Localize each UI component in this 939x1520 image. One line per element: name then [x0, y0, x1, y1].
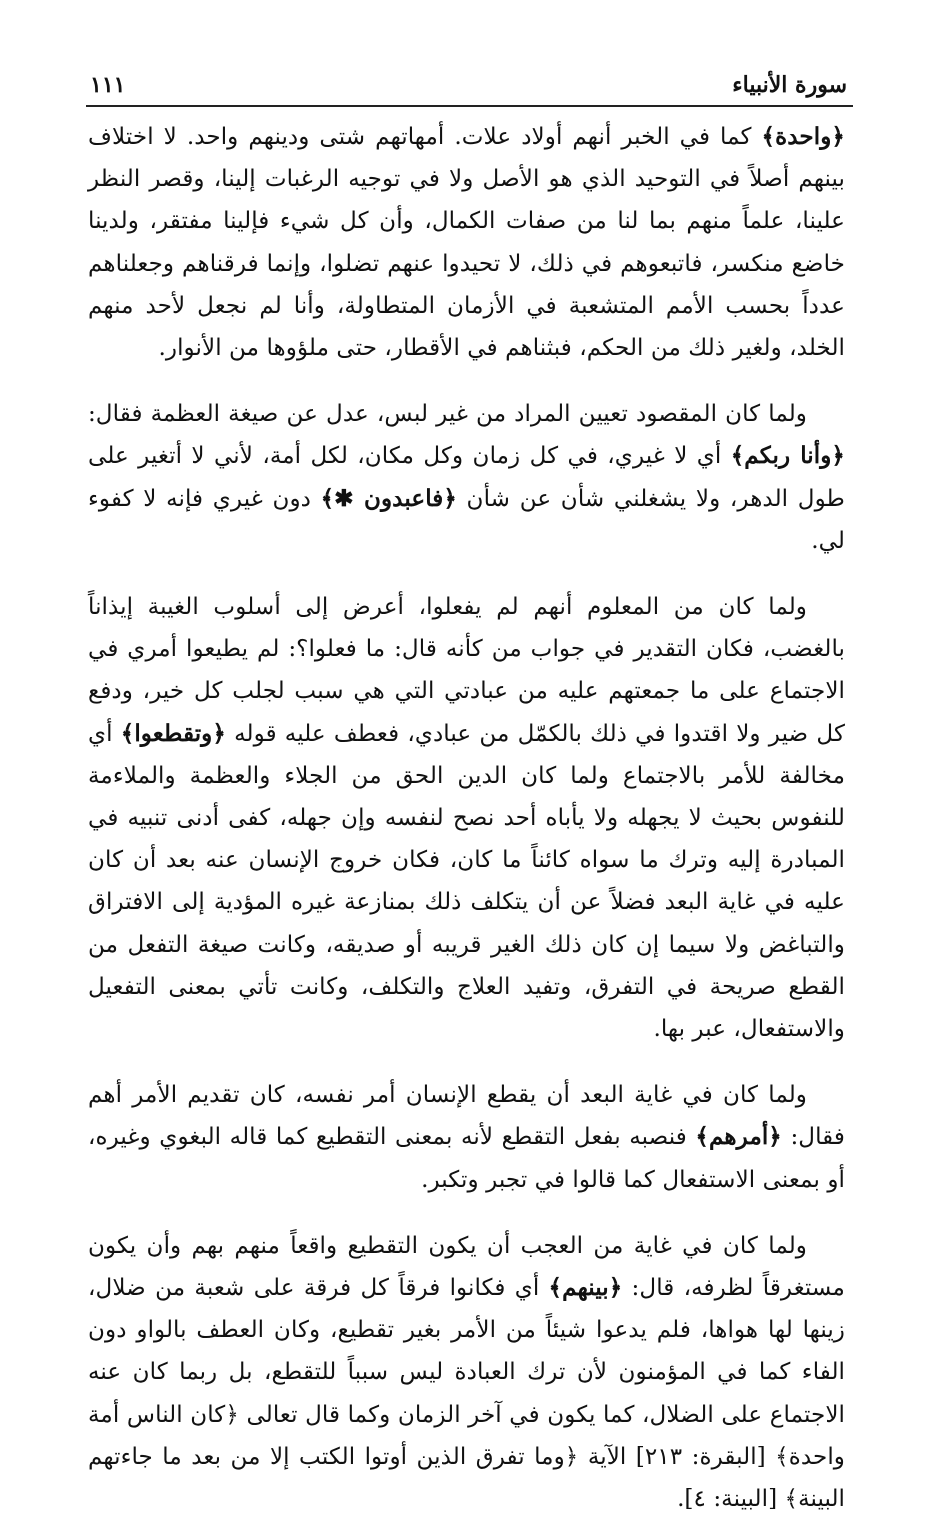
- paragraph-text: ولما كان من المعلوم أنهم لم يفعلوا، أعرض إلى أسلوب الغيبة إيذاناً بالغضب، فكان التقدير في جواب من كأنه قال: ما فعلوا؟: لم يطيعوا أمري في الاجتماع على ما جمعتهم عليه من عبادتي التي هي سبب لجلب كل خير، ودفع كل ضير ولا اقتدوا في ذلك بالكمّل من عبادي، فعطف عليه قوله: [88, 593, 846, 747]
- page-number: ١١١: [90, 72, 126, 98]
- page-body: [88, 116, 845, 1520]
- paragraph: [88, 1074, 845, 1201]
- quran-quote: ﴿وتقطعوا﴾: [120, 719, 226, 747]
- quran-quote: ﴿وأنا ربكم﴾: [730, 442, 845, 470]
- quran-quote: ﴿بينهم﴾: [548, 1274, 623, 1302]
- paragraph-text: أي مخالفة للأمر بالاجتماع ولما كان الدين الحق من الجلاء والعظمة والملاءمة للنفوس بحيث لا يجهله ولا يأباه أحد نصح لنفسه وإن جهله، كفى أدنى تنبيه في المبادرة إليه وترك ما سواه كائناً ما كان، فكان خروج الإنسان عنه بعد أن كان عليه في غاية البعد فضلاً عن أن يتكلف ذلك بمنازعة غيره المؤدية إلى الافتراق والتباغض ولا سيما إن كان ذلك الغير قريبه أو صديقه، وكانت صيغة التفعل من القطع صريحة في التفرق، وتفيد العلاج والتكلف، وكانت تأتي بمعنى التفعيل والاستفعال، عبر بها.: [88, 719, 846, 1043]
- paragraph-text: أي لا غيري، في كل زمان وكل مكان، لكل أمة، لأني لا أتغير على طول الدهر، ولا يشغلني شأن عن شأن: [88, 442, 845, 512]
- paragraph-gap: [88, 1050, 845, 1074]
- paragraph-text: ولما كان في غاية من العجب أن يكون التقطيع واقعاً منهم بهم وأن يكون مستغرقاً لظرفه، قال:: [88, 1231, 845, 1302]
- quran-quote: ﴿فاعبدون ✱﴾: [320, 484, 457, 512]
- paragraph: [88, 1225, 845, 1520]
- quran-quote: ﴿أمرهم﴾: [695, 1123, 782, 1151]
- page-header: [90, 58, 847, 98]
- surah-title: سورة الأنبياء: [732, 72, 847, 98]
- paragraph: [88, 586, 845, 1050]
- paragraph-text: فنصبه بفعل التقطع لأنه بمعنى التقطيع كما قاله البغوي وغيره، أو بمعنى الاستفعال كما قالوا في تجبر وتكبر.: [88, 1123, 845, 1193]
- paragraph-text: ولما كان المقصود تعيين المراد من غير لبس، عدل عن صيغة العظمة فقال:: [88, 400, 807, 428]
- paragraph-text: كما في الخبر أنهم أولاد علات. أمهاتهم شتى ودينهم واحد. لا اختلاف بينهم أصلاً في التوحيد الذي هو الأصل ولا في توجيه الرغبات إلينا، وقصر النظر علينا، علماً منهم بما لنا من صفات الكمال، وأن كل شيء فإلينا مفتقر، ولدينا خاضع منكسر، فاتبعوهم في ذلك، لا تحيدوا عنهم تضلوا، وإنما فرقناهم وجعلناهم عدداً بحسب الأمم المتشعبة في الأزمان المتطاولة، وأنا لم نجعل لأحد منهم الخلد، ولغير ذلك من الحكم، فبثناهم في الأقطار، حتى ملؤوها من الأنوار.: [88, 123, 845, 362]
- quran-quote: ﴿واحدة﴾: [761, 123, 845, 150]
- paragraph-text: ولما كان في غاية البعد أن يقطع الإنسان أمر نفسه، كان تقديم الأمر أهم فقال:: [88, 1081, 845, 1151]
- paragraph-gap: [88, 1201, 845, 1225]
- header-rule: [86, 105, 853, 107]
- paragraph-gap: [88, 562, 845, 586]
- paragraph: [88, 116, 845, 369]
- paragraph-text: أي فكانوا فرقاً كل فرقة على شعبة من ضلال، زينها لها هواها، فلم يدعوا شيئاً من الأمر بغير تقطيع، وكان العطف بالواو دون الفاء كما في المؤمنون لأن ترك العبادة ليس سبباً للتقطع، بل ربما كان عنه الاجتماع على الضلال، كما يكون في آخر الزمان وكما قال تعالى ﴿كان الناس أمة واحدة﴾ [البقرة: ٢١٣] الآية ﴿وما تفرق الذين أوتوا الكتب إلا من بعد ما جاءتهم البينة﴾ [البينة: ٤].: [88, 1274, 845, 1513]
- paragraph-gap: [88, 369, 845, 393]
- paragraph-text: دون غيري فإنه لا كفوء لي.: [88, 484, 845, 554]
- paragraph: [88, 393, 845, 562]
